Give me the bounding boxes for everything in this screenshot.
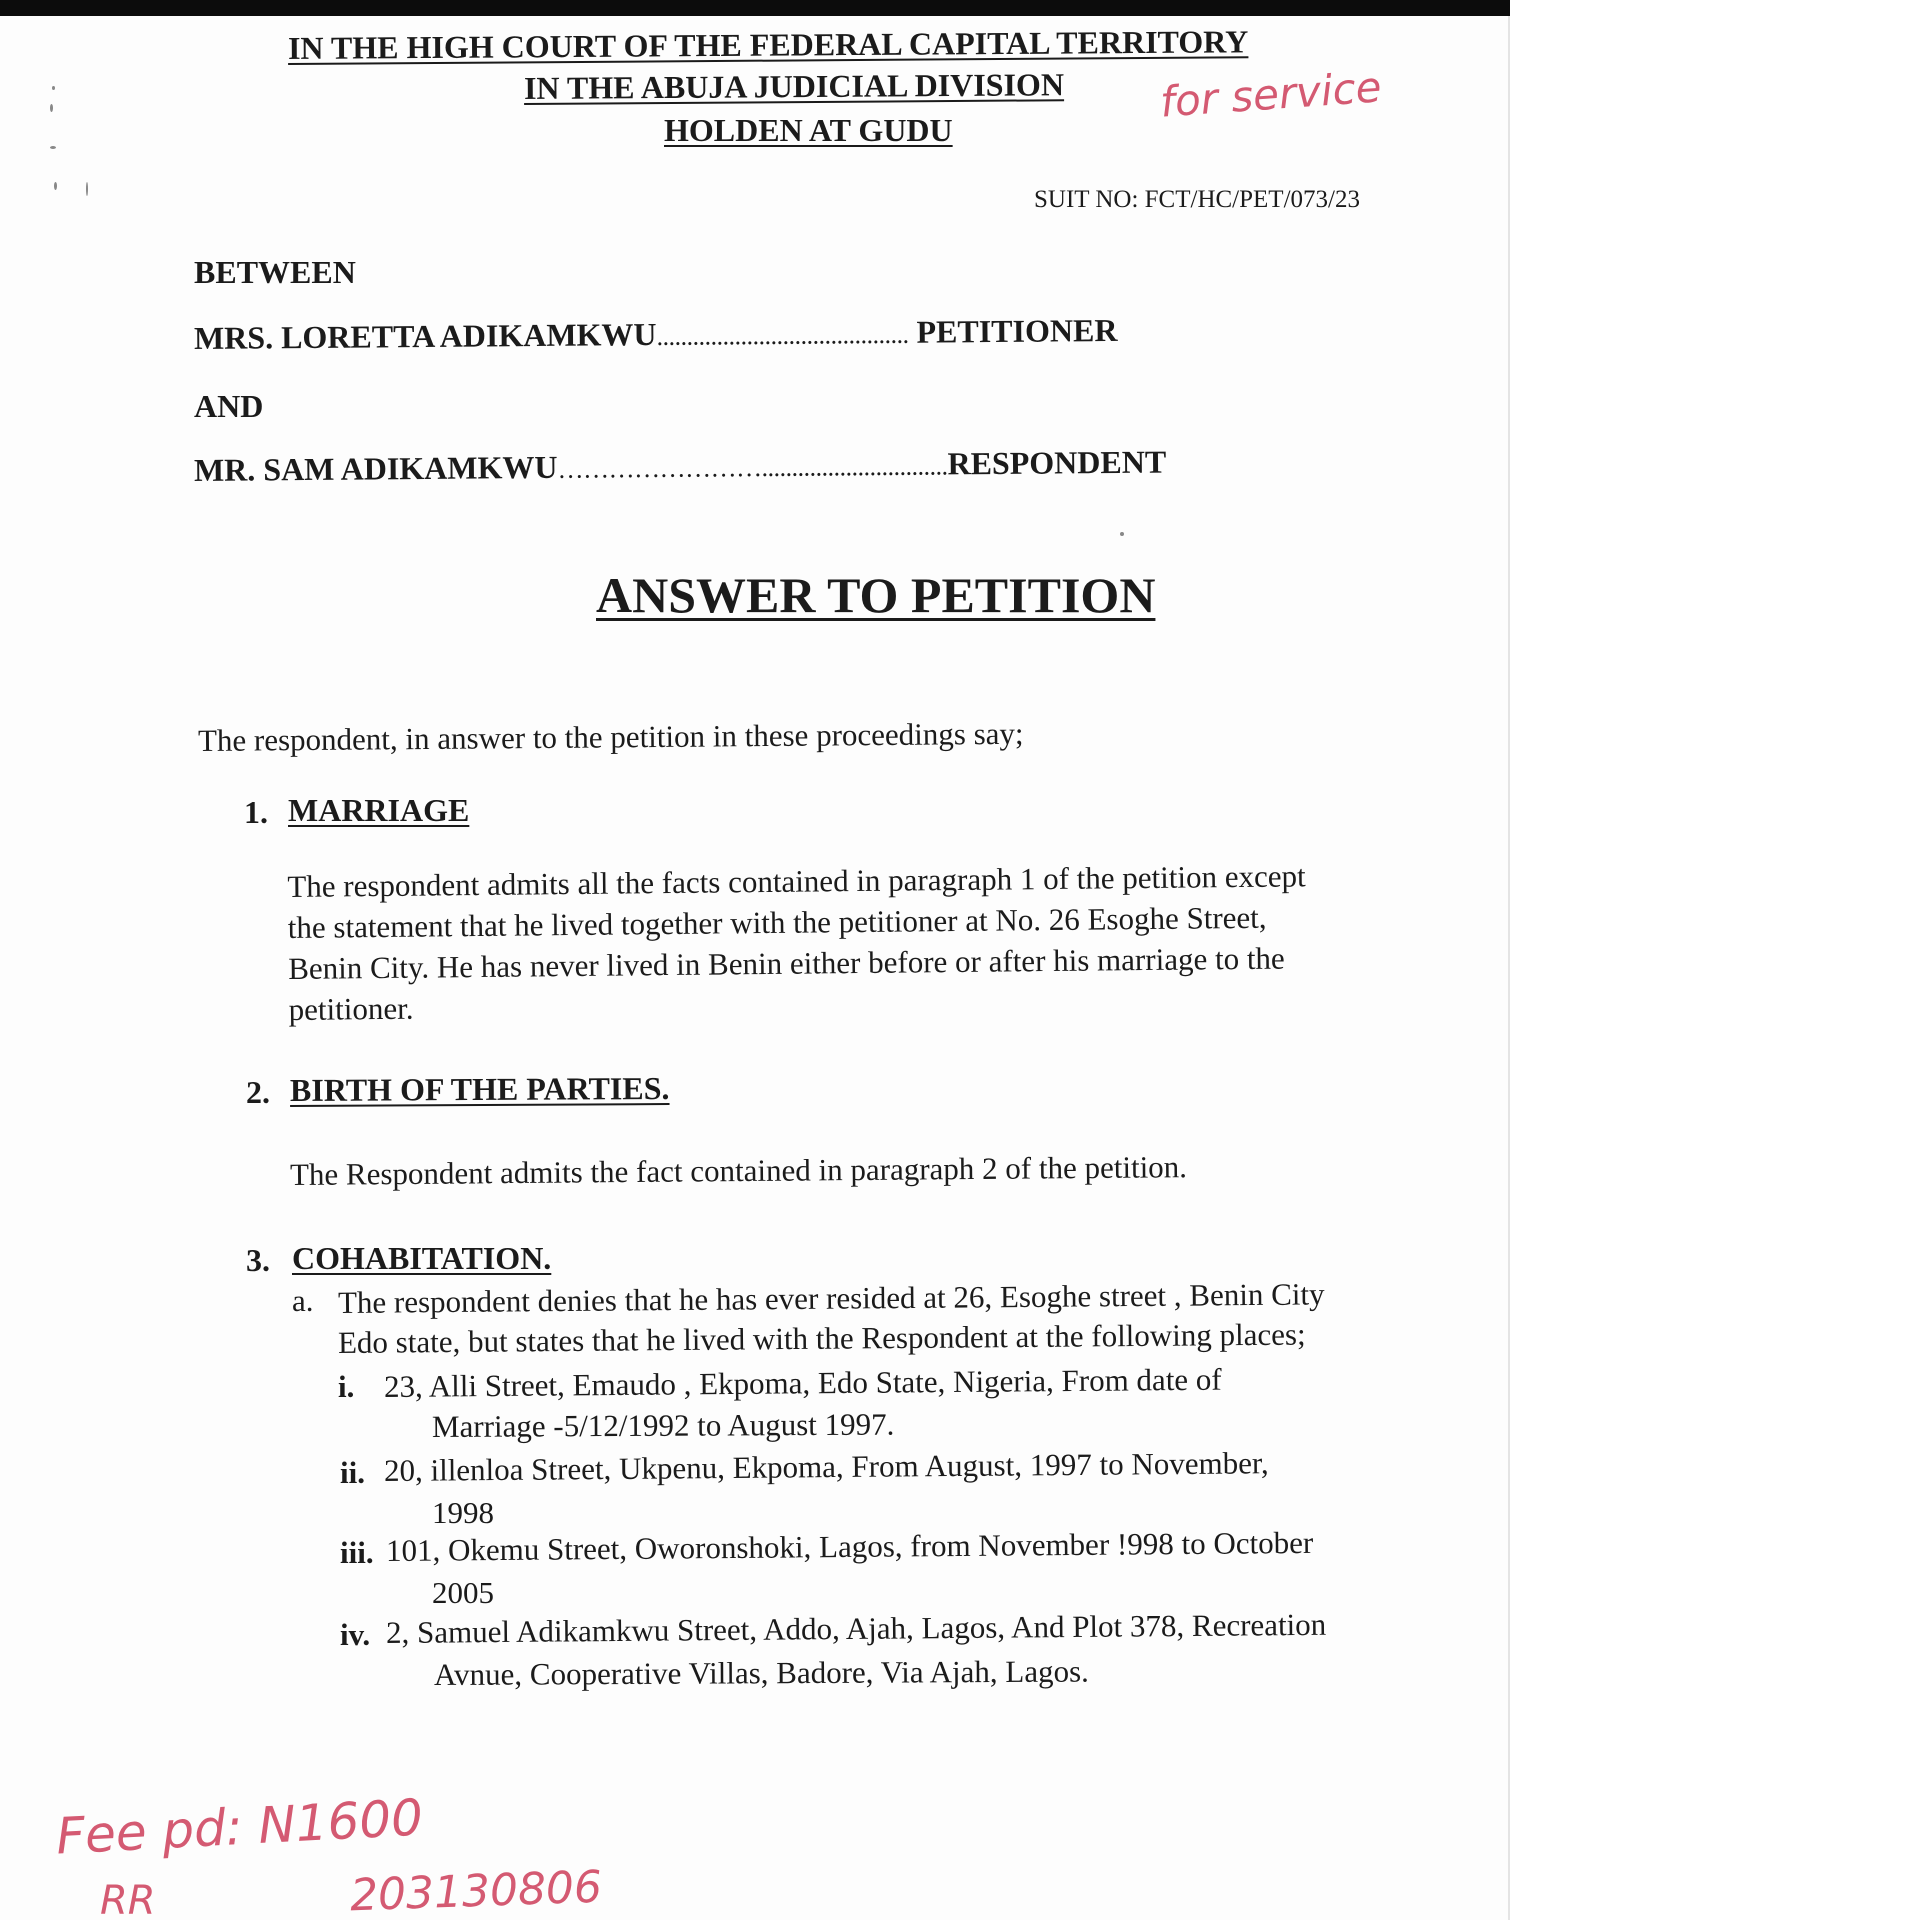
section-1-line: The respondent admits all the facts contained in paragraph 1 of the petition except (287, 858, 1306, 905)
scan-speck (54, 182, 57, 190)
address-item-line-2: 1998 (432, 1495, 494, 1530)
address-item-line-1: 101, Okemu Street, Oworonshoki, Lagos, from November !998 to October (385, 1524, 1314, 1568)
scan-speck (50, 104, 53, 112)
address-item-numeral: iv. (340, 1617, 371, 1652)
section-2-heading: BIRTH OF THE PARTIES. (289, 1070, 670, 1108)
section-1-line: petitioner. (288, 990, 414, 1027)
scan-speck (50, 146, 56, 149)
section-1-paragraph (287, 855, 1307, 1030)
petitioner-leader-dots: .......................................... (656, 319, 909, 351)
handwritten-initials: RR (100, 1878, 156, 1924)
address-item-numeral: ii. (340, 1455, 365, 1490)
section-2-paragraph: The Respondent admits the fact contained in paragraph 2 of the petition. (289, 1149, 1188, 1192)
suit-number: SUIT NO: FCT/HC/PET/073/23 (1034, 186, 1360, 213)
document-page (0, 16, 1508, 1924)
between-label: BETWEEN (194, 254, 356, 290)
respondent-line (194, 444, 1167, 489)
court-title-line-3: HOLDEN AT GUDU (664, 112, 953, 148)
address-item-line-2: Marriage -5/12/1992 to August 1997. (431, 1406, 895, 1444)
address-item-numeral: i. (338, 1369, 355, 1404)
address-item-line-1: 23, Alli Street, Emaudo , Ekpoma, Edo State, Nigeria, From date of (383, 1361, 1222, 1404)
section-1-line: Benin City. He has never lived in Benin either before or after his marriage to the (288, 940, 1285, 986)
section-3-heading: COHABITATION. (292, 1240, 552, 1276)
address-item-line-2: Avnue, Cooperative Villas, Badore, Via Ajah, Lagos. (433, 1653, 1089, 1692)
respondent-name: MR. SAM ADIKAMKWU (193, 448, 558, 488)
scan-page-edge (1508, 16, 1510, 1920)
court-title-line-2: IN THE ABUJA JUDICIAL DIVISION (523, 66, 1065, 106)
section-2-number: 2. (246, 1074, 270, 1110)
scan-top-border (0, 0, 1510, 16)
respondent-role: RESPONDENT (947, 443, 1167, 482)
address-item-line-2: 2005 (432, 1575, 494, 1610)
intro-paragraph: The respondent, in answer to the petition in these proceedings say; (197, 715, 1024, 758)
petitioner-name: MRS. LORETTA ADIKAMKWU (193, 315, 657, 356)
court-title-line-1: IN THE HIGH COURT OF THE FEDERAL CAPITAL TERRITORY (287, 23, 1249, 66)
section-1-number: 1. (244, 794, 268, 830)
section-3-number: 3. (246, 1242, 270, 1278)
handwritten-receipt-number: 203130806 (349, 1861, 603, 1922)
handwritten-note-for-service: for service (1158, 62, 1383, 127)
scan-speck (52, 86, 55, 90)
section-1-heading: MARRIAGE (288, 792, 470, 828)
handwritten-fee-note: Fee pd: N1600 (54, 1788, 425, 1866)
section-3a-line-2: Edo state, but states that he lived with the Respondent at the following places; (337, 1316, 1306, 1360)
address-item-line-1: 20, illenloa Street, Ukpenu, Ekpoma, From August, 1997 to November, (383, 1445, 1269, 1488)
respondent-leader-dots: ……………………............................... (557, 451, 948, 484)
section-1-line: the statement that he lived together with the petitioner at No. 26 Esoghe Street, (287, 899, 1267, 946)
section-3a-line-1: The respondent denies that he has ever resided at 26, Esoghe street , Benin City (337, 1276, 1325, 1320)
scan-speck (1120, 532, 1124, 536)
address-item-numeral: iii. (340, 1535, 374, 1570)
address-item-line-1: 2, Samuel Adikamkwu Street, Addo, Ajah, Lagos, And Plot 378, Recreation (385, 1606, 1327, 1650)
petitioner-role: PETITIONER (916, 311, 1118, 350)
scan-speck (86, 182, 88, 196)
section-3a-marker: a. (292, 1283, 314, 1318)
and-label: AND (194, 388, 264, 424)
document-title: ANSWER TO PETITION (596, 567, 1156, 623)
petitioner-line (194, 312, 1118, 357)
